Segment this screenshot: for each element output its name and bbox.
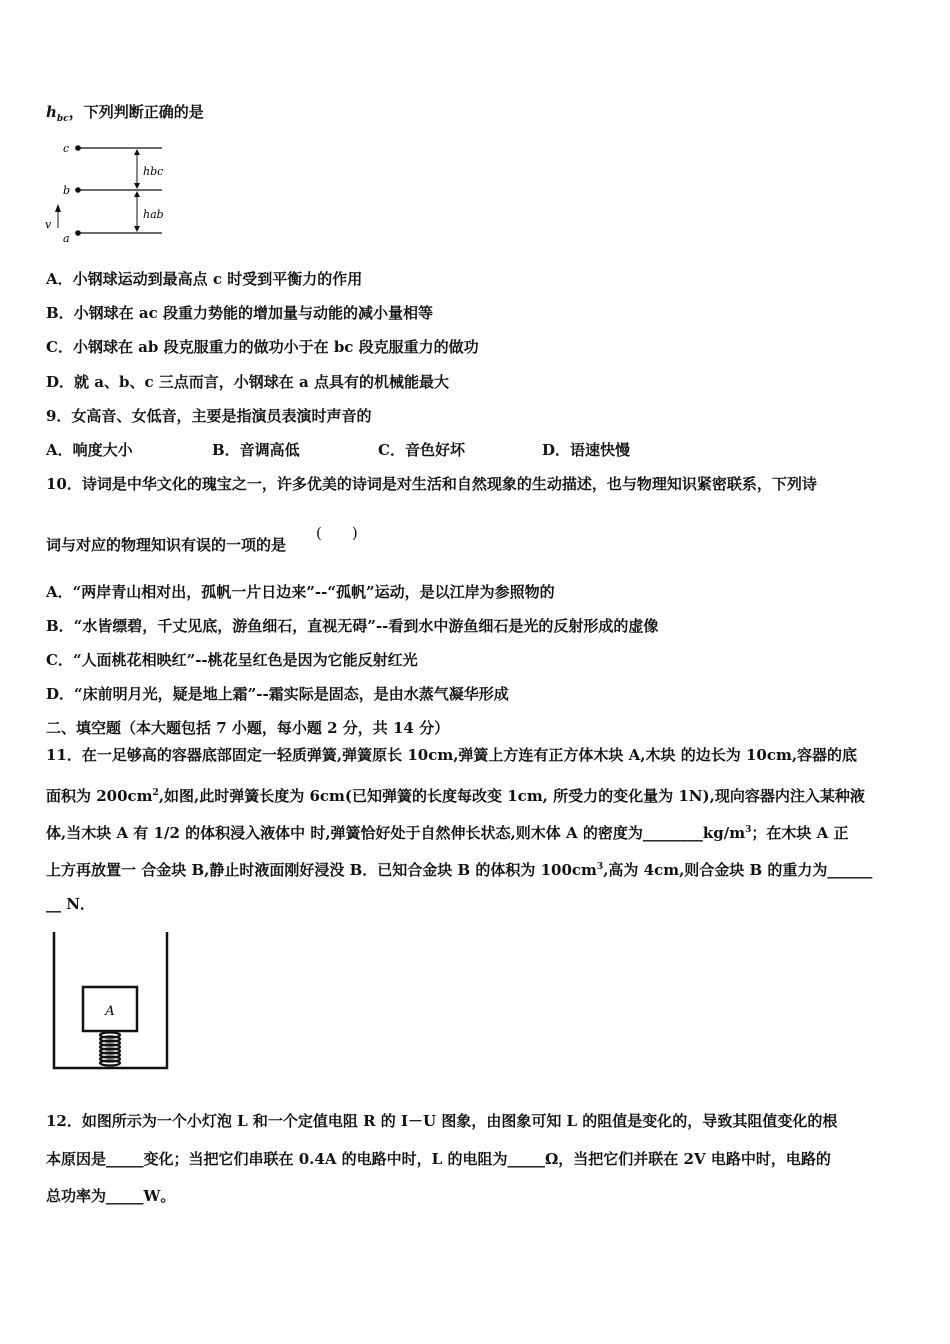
q10-stem-line2: 词与对应的物理知识有误的一项的是	[46, 536, 287, 554]
label-hbc: hbc	[143, 165, 164, 178]
q11-line3-part1: 体,当木块 A 有 1/2 的体积浸入液体中 时,弹簧恰好处于自然伸长状态,则木体 A 的密度为________kg/m	[46, 824, 746, 842]
q8-option-d: D．就 a、b、c 三点而言，小钢球在 a 点具有的机械能最大	[46, 373, 449, 391]
answer-paren: ( )	[316, 524, 358, 542]
label-c: c	[63, 142, 70, 155]
label-v: v	[45, 218, 52, 231]
q10-option-d: D．“床前明月光，疑是地上霜”--霜实际是固态，是由水蒸气凝华形成	[46, 685, 509, 703]
q9-options	[46, 439, 646, 461]
q11-line2-part2: ,如图,此时弹簧长度为 6cm(已知弹簧的长度每改变 1cm, 所受力的变化量为 1N),现向容器内注入某种液	[158, 787, 865, 805]
q11-line4-part1: 上方再放置一 合金块 B,静止时液面刚好浸没 B．已知合金块 B 的体积为 100cm	[46, 861, 597, 879]
q11-line2-part1: 面积为 200cm	[46, 787, 153, 805]
q10-option-c: C．“人面桃花相映红”--桃花呈红色是因为它能反射红光	[46, 651, 418, 669]
height-diagram	[40, 136, 180, 246]
intro-line	[46, 101, 204, 130]
q11-line3	[46, 819, 848, 844]
q11-line2-sup: 2	[152, 788, 159, 798]
q8-option-c: C．小钢球在 ab 段克服重力的做功小于在 bc 段克服重力的做功	[46, 338, 479, 356]
intro-text: ，下列判断正确的是	[68, 103, 204, 121]
q12-line3: 总功率为_____W。	[46, 1187, 176, 1205]
q11-line4-sup: 3	[596, 862, 604, 872]
h-variable: h	[46, 103, 57, 121]
h-subscript: bc	[56, 114, 69, 124]
q9-option-a: A．响度大小	[46, 441, 133, 459]
q11-line4-part2: ,高为 4cm,则合金块 B 的重力为______	[603, 861, 873, 879]
label-hab: hab	[143, 208, 164, 221]
q12-line2: 本原因是_____变化；当把它们串联在 0.4A 的电路中时，L 的电阻为_____Ω，当把它们并联在 2V 电路中时，电路的	[46, 1150, 831, 1168]
q9-option-b: B．音调高低	[212, 441, 300, 459]
q11-line3-sup: 3	[745, 825, 752, 835]
q11-line3-part2: ；在木块 A 正	[751, 824, 849, 842]
q11-line4	[46, 856, 872, 881]
spring-icon	[100, 1033, 120, 1066]
q10-option-a: A．“两岸青山相对出，孤帆一片日边来”--“孤帆”运动，是以江岸为参照物的	[46, 583, 555, 601]
q12-line1: 12．如图所示为一个小灯泡 L 和一个定值电阻 R 的 I－U 图象，由图象可知 L 的阻值是变化的，导致其阻值变化的根	[46, 1112, 838, 1130]
container-spring-diagram	[50, 930, 172, 1072]
q8-option-a: A．小钢球运动到最高点 c 时受到平衡力的作用	[46, 270, 363, 288]
block-a-label: A	[105, 1004, 115, 1019]
q9-option-c: C．音色好坏	[378, 441, 465, 459]
label-b: b	[63, 184, 71, 197]
q8-option-b: B．小钢球在 ac 段重力势能的增加量与动能的减小量相等	[46, 304, 433, 322]
q10-stem-line1: 10．诗词是中华文化的瑰宝之一，许多优美的诗词是对生活和自然现象的生动描述，也与物理知识紧密联系，下列诗	[46, 475, 817, 493]
label-a: a	[63, 232, 70, 245]
q11-line2	[46, 782, 865, 807]
q9-option-d: D．语速快慢	[542, 441, 631, 459]
q11-line1: 11．在一足够高的容器底部固定一轻质弹簧,弹簧原长 10cm,弹簧上方连有正方体木块 A,木块 的边长为 10cm,容器的底	[46, 746, 858, 764]
q11-line5: __ N．	[46, 895, 95, 913]
q9-stem: 9．女高音、女低音，主要是指演员表演时声音的	[46, 407, 372, 425]
q10-option-b: B．“水皆缥碧，千丈见底，游鱼细石，直视无碍”--看到水中游鱼细石是光的反射形成的虚像	[46, 617, 659, 635]
section-heading: 二、填空题（本大题包括 7 小题，每小题 2 分，共 14 分）	[46, 719, 450, 737]
